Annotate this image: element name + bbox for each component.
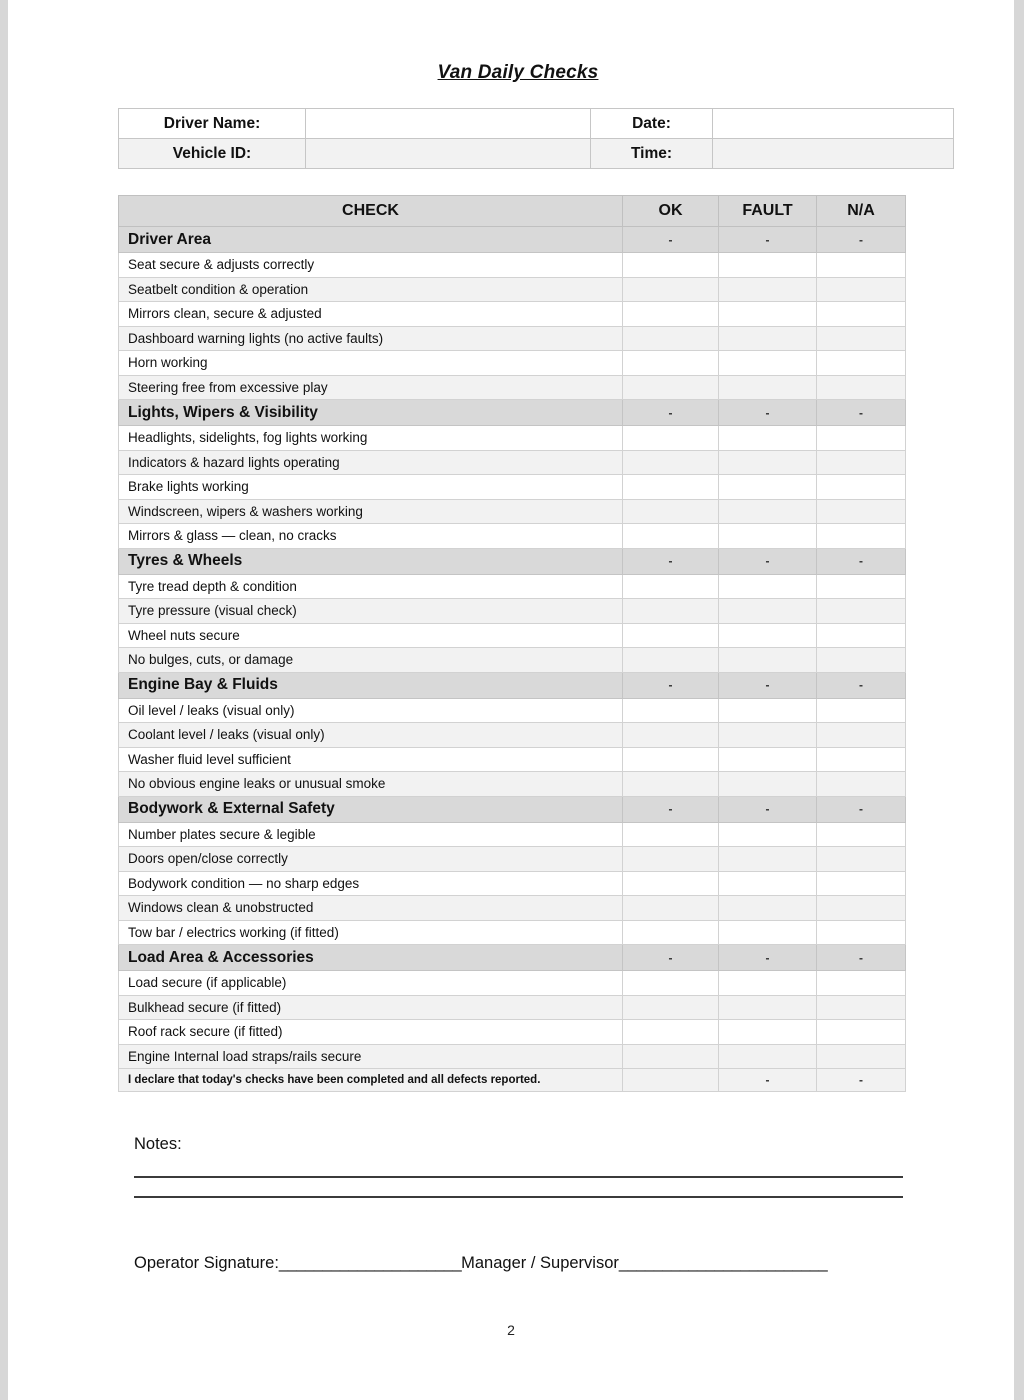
vehicle-checks-table <box>118 195 906 1092</box>
check-item-label: Indicators & hazard lights operating <box>119 450 623 475</box>
check-item-label: Coolant level / leaks (visual only) <box>119 723 623 748</box>
check-item-row <box>119 723 906 748</box>
check-cell-ok[interactable] <box>623 995 719 1020</box>
manager-signature-field[interactable]: ________________________ <box>618 1254 828 1272</box>
check-cell-fault[interactable] <box>719 995 817 1020</box>
mark-cell-na: - <box>817 672 906 698</box>
mark-cell-na: - <box>817 1069 906 1092</box>
info-label-driver-name: Driver Name: <box>119 109 306 139</box>
check-cell-na[interactable] <box>817 351 906 376</box>
check-cell-fault[interactable] <box>719 253 817 278</box>
check-cell-ok[interactable] <box>623 747 719 772</box>
check-item-label: Bulkhead secure (if fitted) <box>119 995 623 1020</box>
check-item-label: Wheel nuts secure <box>119 623 623 648</box>
info-label-vehicle-id: Vehicle ID: <box>119 139 306 169</box>
mark-cell-na: - <box>817 400 906 426</box>
notes-line-2[interactable] <box>134 1196 903 1198</box>
check-cell-na[interactable] <box>817 723 906 748</box>
check-cell-na[interactable] <box>817 499 906 524</box>
check-cell-ok[interactable] <box>623 871 719 896</box>
check-cell-na[interactable] <box>817 698 906 723</box>
info-field-vehicle-id[interactable] <box>306 139 591 169</box>
check-item-row <box>119 375 906 400</box>
check-cell-na[interactable] <box>817 302 906 327</box>
check-item-label: No bulges, cuts, or damage <box>119 648 623 673</box>
section-label: Tyres & Wheels <box>119 548 623 574</box>
check-item-label: Horn working <box>119 351 623 376</box>
check-cell-fault[interactable] <box>719 375 817 400</box>
section-label: Driver Area <box>119 227 623 253</box>
info-row <box>119 139 954 169</box>
check-cell-fault[interactable] <box>719 698 817 723</box>
check-cell-ok[interactable] <box>623 574 719 599</box>
mark-cell-fault: - <box>719 400 817 426</box>
check-item-label: Tyre pressure (visual check) <box>119 599 623 624</box>
check-cell-fault[interactable] <box>719 351 817 376</box>
check-cell-fault[interactable] <box>719 499 817 524</box>
check-cell-fault[interactable] <box>719 648 817 673</box>
section-header-row <box>119 796 906 822</box>
check-cell-ok[interactable] <box>623 426 719 451</box>
mark-cell-ok: - <box>623 548 719 574</box>
check-cell-fault[interactable] <box>719 302 817 327</box>
check-cell-na[interactable] <box>817 326 906 351</box>
section-header-row <box>119 945 906 971</box>
check-item-label: Dashboard warning lights (no active faults) <box>119 326 623 351</box>
check-item-row <box>119 747 906 772</box>
check-item-row <box>119 599 906 624</box>
check-item-label: Tyre tread depth & condition <box>119 574 623 599</box>
check-cell-na[interactable] <box>817 648 906 673</box>
check-cell-na[interactable] <box>817 253 906 278</box>
mark-cell-ok: - <box>623 400 719 426</box>
check-cell-na[interactable] <box>817 847 906 872</box>
check-cell-na[interactable] <box>817 574 906 599</box>
check-cell-na[interactable] <box>817 971 906 996</box>
mark-cell-ok: - <box>623 945 719 971</box>
check-cell-na[interactable] <box>817 450 906 475</box>
check-cell-fault[interactable] <box>719 599 817 624</box>
check-cell-ok[interactable] <box>623 698 719 723</box>
check-cell-fault[interactable] <box>719 920 817 945</box>
check-cell-na[interactable] <box>817 871 906 896</box>
section-label: Load Area & Accessories <box>119 945 623 971</box>
check-cell-ok[interactable] <box>623 971 719 996</box>
manager-signature-label: Manager / Supervisor <box>461 1254 619 1272</box>
check-item-row <box>119 524 906 549</box>
checks-table-header <box>119 196 906 227</box>
check-item-row <box>119 1020 906 1045</box>
check-item-label: Engine Internal load straps/rails secure <box>119 1044 623 1069</box>
check-item-row <box>119 1044 906 1069</box>
check-item-label: Doors open/close correctly <box>119 847 623 872</box>
check-item-row <box>119 995 906 1020</box>
check-cell-na[interactable] <box>817 995 906 1020</box>
check-cell-na[interactable] <box>817 426 906 451</box>
check-item-row <box>119 450 906 475</box>
info-field-driver-name[interactable] <box>306 109 591 139</box>
check-cell-fault[interactable] <box>719 847 817 872</box>
check-cell-ok[interactable] <box>623 599 719 624</box>
page-title: Van Daily Checks <box>437 62 599 83</box>
check-cell-fault[interactable] <box>719 450 817 475</box>
section-header-row <box>119 548 906 574</box>
check-item-label: Mirrors clean, secure & adjusted <box>119 302 623 327</box>
check-item-row <box>119 847 906 872</box>
check-item-row <box>119 822 906 847</box>
check-cell-fault[interactable] <box>719 277 817 302</box>
check-cell-na[interactable] <box>817 623 906 648</box>
check-cell-ok[interactable] <box>623 847 719 872</box>
check-item-label: Number plates secure & legible <box>119 822 623 847</box>
check-cell-fault[interactable] <box>719 426 817 451</box>
check-cell-fault[interactable] <box>719 1020 817 1045</box>
info-row <box>119 109 954 139</box>
mark-cell-fault: - <box>719 672 817 698</box>
check-cell-fault[interactable] <box>719 623 817 648</box>
mark-cell-na: - <box>817 227 906 253</box>
mark-cell-fault: - <box>719 796 817 822</box>
driver-info-body <box>119 109 954 169</box>
check-cell-na[interactable] <box>817 747 906 772</box>
check-item-row <box>119 920 906 945</box>
check-cell-fault[interactable] <box>719 326 817 351</box>
check-cell-na[interactable] <box>817 920 906 945</box>
check-item-label: Seat secure & adjusts correctly <box>119 253 623 278</box>
check-cell-ok[interactable] <box>623 723 719 748</box>
check-cell-ok[interactable] <box>623 524 719 549</box>
check-item-row <box>119 302 906 327</box>
check-cell-fault[interactable] <box>719 822 817 847</box>
mark-cell-ok: - <box>623 672 719 698</box>
check-item-label: Headlights, sidelights, fog lights working <box>119 426 623 451</box>
check-item-row <box>119 971 906 996</box>
check-item-row <box>119 648 906 673</box>
check-cell-fault[interactable] <box>719 723 817 748</box>
check-item-label: Windscreen, wipers & washers working <box>119 499 623 524</box>
mark-cell-ok: - <box>623 796 719 822</box>
check-item-row <box>119 499 906 524</box>
check-item-row <box>119 326 906 351</box>
check-item-label: Bodywork condition — no sharp edges <box>119 871 623 896</box>
info-label-date: Date: <box>591 109 713 139</box>
check-cell-fault[interactable] <box>719 747 817 772</box>
page-number: 2 <box>507 1322 515 1338</box>
check-cell-na[interactable] <box>817 277 906 302</box>
check-cell-fault[interactable] <box>719 896 817 921</box>
check-item-row <box>119 426 906 451</box>
check-cell-ok[interactable] <box>623 277 719 302</box>
column-header-fault: FAULT <box>719 196 817 227</box>
check-item-label: Washer fluid level sufficient <box>119 747 623 772</box>
check-cell-ok[interactable] <box>623 1044 719 1069</box>
check-cell-ok[interactable] <box>623 302 719 327</box>
check-cell-fault[interactable] <box>719 475 817 500</box>
declaration-row <box>119 1069 906 1092</box>
check-item-row <box>119 253 906 278</box>
info-field-date[interactable] <box>713 109 954 139</box>
check-item-row <box>119 871 906 896</box>
check-cell-na[interactable] <box>817 896 906 921</box>
check-item-label: Windows clean & unobstructed <box>119 896 623 921</box>
check-item-label: Oil level / leaks (visual only) <box>119 698 623 723</box>
check-item-label: Tow bar / electrics working (if fitted) <box>119 920 623 945</box>
check-item-row <box>119 574 906 599</box>
check-cell-na[interactable] <box>817 524 906 549</box>
check-cell-ok[interactable] <box>623 326 719 351</box>
check-cell-na[interactable] <box>817 1020 906 1045</box>
check-item-label: No obvious engine leaks or unusual smoke <box>119 772 623 797</box>
info-field-time[interactable] <box>713 139 954 169</box>
check-cell-ok[interactable] <box>623 375 719 400</box>
mark-cell-ok: - <box>623 227 719 253</box>
check-item-label: Brake lights working <box>119 475 623 500</box>
check-cell-na[interactable] <box>817 599 906 624</box>
check-cell-na[interactable] <box>817 475 906 500</box>
header-row <box>119 196 906 227</box>
operator-signature-label: Operator Signature: <box>134 1254 279 1272</box>
check-cell-ok[interactable] <box>623 499 719 524</box>
info-label-time: Time: <box>591 139 713 169</box>
check-item-label: Mirrors & glass — clean, no cracks <box>119 524 623 549</box>
driver-info-table <box>118 108 954 169</box>
mark-cell-fault: - <box>719 548 817 574</box>
mark-cell-ok <box>623 1069 719 1092</box>
check-item-row <box>119 772 906 797</box>
check-item-row <box>119 351 906 376</box>
check-item-label: Seatbelt condition & operation <box>119 277 623 302</box>
column-header-na: N/A <box>817 196 906 227</box>
check-cell-fault[interactable] <box>719 772 817 797</box>
check-cell-ok[interactable] <box>623 623 719 648</box>
section-header-row <box>119 400 906 426</box>
check-cell-ok[interactable] <box>623 920 719 945</box>
check-cell-ok[interactable] <box>623 475 719 500</box>
check-cell-ok[interactable] <box>623 772 719 797</box>
check-cell-fault[interactable] <box>719 1044 817 1069</box>
check-cell-ok[interactable] <box>623 450 719 475</box>
check-cell-ok[interactable] <box>623 896 719 921</box>
mark-cell-fault: - <box>719 227 817 253</box>
check-item-row <box>119 475 906 500</box>
check-cell-na[interactable] <box>817 822 906 847</box>
section-label: Engine Bay & Fluids <box>119 672 623 698</box>
signature-row <box>134 1254 918 1273</box>
mark-cell-na: - <box>817 548 906 574</box>
check-cell-fault[interactable] <box>719 871 817 896</box>
checks-table-body <box>119 227 906 1092</box>
check-cell-na[interactable] <box>817 772 906 797</box>
check-cell-fault[interactable] <box>719 524 817 549</box>
notes-line-1[interactable] <box>134 1176 903 1178</box>
check-cell-na[interactable] <box>817 1044 906 1069</box>
check-cell-ok[interactable] <box>623 253 719 278</box>
section-label: Bodywork & External Safety <box>119 796 623 822</box>
column-header-check: CHECK <box>119 196 623 227</box>
check-item-row <box>119 896 906 921</box>
check-cell-ok[interactable] <box>623 822 719 847</box>
check-item-row <box>119 623 906 648</box>
mark-cell-fault: - <box>719 1069 817 1092</box>
check-cell-ok[interactable] <box>623 1020 719 1045</box>
mark-cell-na: - <box>817 945 906 971</box>
document-body <box>118 0 918 1273</box>
notes-label: Notes: <box>134 1135 182 1153</box>
check-item-label: Roof rack secure (if fitted) <box>119 1020 623 1045</box>
check-cell-ok[interactable] <box>623 351 719 376</box>
check-item-row <box>119 698 906 723</box>
check-item-row <box>119 277 906 302</box>
check-cell-fault[interactable] <box>719 574 817 599</box>
check-item-label: Steering free from excessive play <box>119 375 623 400</box>
declaration-text: I declare that today's checks have been completed and all defects reported. <box>119 1069 623 1092</box>
check-item-label: Load secure (if applicable) <box>119 971 623 996</box>
section-header-row <box>119 672 906 698</box>
section-header-row <box>119 227 906 253</box>
column-header-ok: OK <box>623 196 719 227</box>
check-cell-ok[interactable] <box>623 648 719 673</box>
mark-cell-na: - <box>817 796 906 822</box>
operator-signature-field[interactable]: _____________________ <box>278 1254 462 1272</box>
check-cell-na[interactable] <box>817 375 906 400</box>
document-page <box>8 0 1014 1400</box>
check-cell-fault[interactable] <box>719 971 817 996</box>
section-label: Lights, Wipers & Visibility <box>119 400 623 426</box>
mark-cell-fault: - <box>719 945 817 971</box>
